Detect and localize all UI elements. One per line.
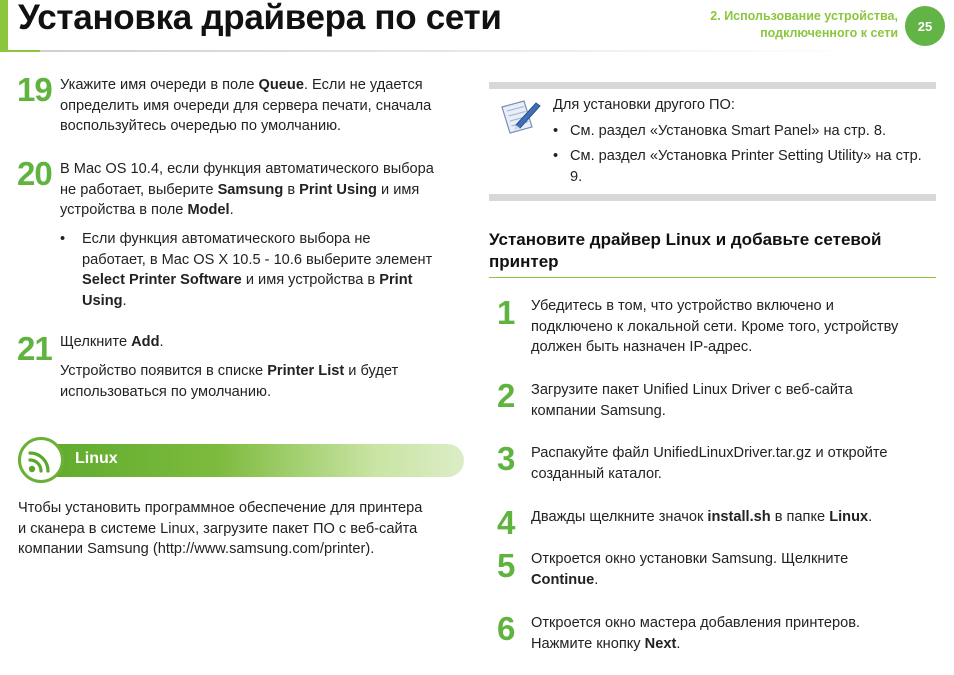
linux-install-heading: Установите драйвер Linux и добавьте сетевой принтер bbox=[489, 230, 882, 271]
bullet-dot: • bbox=[60, 231, 66, 247]
step-19-text: Укажите имя очереди в поле Queue. Если не удается определить имя очереди для сервера печати, сначала воспользуйтесь очередью по умолчанию. bbox=[60, 77, 432, 134]
note-item-1: • См. раздел «Установка Smart Panel» на стр. 8. bbox=[553, 121, 938, 142]
header-divider bbox=[0, 50, 954, 52]
page-title: Установка драйвера по сети bbox=[18, 0, 502, 37]
linux-step-6-text: Откроется окно мастера добавления принтеров. Нажмите кнопку Next. bbox=[531, 615, 861, 652]
bullet-dot: • bbox=[553, 148, 559, 164]
linux-step-5-text: Откроется окно установки Samsung. Щелкните Continue. bbox=[531, 551, 849, 588]
note-item-2: • См. раздел «Установка Printer Setting Utility» на стр. 9. bbox=[553, 148, 922, 185]
step-number-5: 5 bbox=[497, 547, 515, 584]
linux-step-1-text: Убедитесь в том, что устройство включено и подключено к локальной сети. Кроме того, устройству должен быть назначен IP-адрес. bbox=[531, 298, 899, 355]
step-21-result: Устройство появится в списке Printer List и будет использоваться по умолчанию. bbox=[60, 363, 399, 400]
heading-divider bbox=[489, 277, 936, 278]
linux-step-2-text: Загрузите пакет Unified Linux Driver с веб-сайта компании Samsung. bbox=[531, 382, 853, 419]
step-number-19: 19 bbox=[17, 71, 52, 108]
linux-intro-paragraph: Чтобы установить программное обеспечение для принтера и сканера в системе Linux, загрузите пакет ПО с веб-сайта компании Samsung (http://www.samsung.com/printer). bbox=[18, 500, 423, 557]
linux-section-title: Linux bbox=[75, 450, 118, 467]
note-intro: Для установки другого ПО: bbox=[553, 97, 735, 113]
step-number-21: 21 bbox=[17, 330, 52, 367]
step-number-6: 6 bbox=[497, 610, 515, 647]
wireless-icon bbox=[21, 440, 61, 480]
step-number-2: 2 bbox=[497, 377, 515, 414]
step-21-text: Щелкните Add. bbox=[60, 334, 164, 350]
bullet-dot: • bbox=[553, 123, 559, 139]
chapter-label[interactable] bbox=[638, 8, 898, 42]
step-20-bullet: • Если функция автоматического выбора не работает, в Mac OS X 10.5 - 10.6 выберите элемент Select Printer Software и имя устройства в Print Using. bbox=[60, 231, 433, 309]
step-number-3: 3 bbox=[497, 440, 515, 477]
header-accent-bar bbox=[0, 0, 8, 50]
step-number-4: 4 bbox=[497, 504, 515, 541]
step-number-20: 20 bbox=[17, 155, 52, 192]
note-bottom-rule bbox=[489, 194, 936, 201]
chapter-label-line1: 2. Использование устройства, bbox=[710, 9, 898, 23]
linux-step-3-text: Распакуйте файл UnifiedLinuxDriver.tar.gz и откройте созданный каталог. bbox=[531, 445, 888, 482]
chapter-label-line2: подключенного к сети bbox=[760, 26, 898, 40]
note-top-rule bbox=[489, 82, 936, 89]
step-number-1: 1 bbox=[497, 294, 515, 331]
linux-section-icon bbox=[18, 437, 64, 483]
note-pencil-icon bbox=[498, 97, 542, 137]
step-20-text: В Mac OS 10.4, если функция автоматического выбора не работает, выберите Samsung в Print Using и имя устройства в поле Model. bbox=[60, 161, 434, 218]
page-number-badge: 25 bbox=[905, 6, 945, 46]
linux-step-4-text: Дважды щелкните значок install.sh в папке Linux. bbox=[531, 509, 873, 525]
